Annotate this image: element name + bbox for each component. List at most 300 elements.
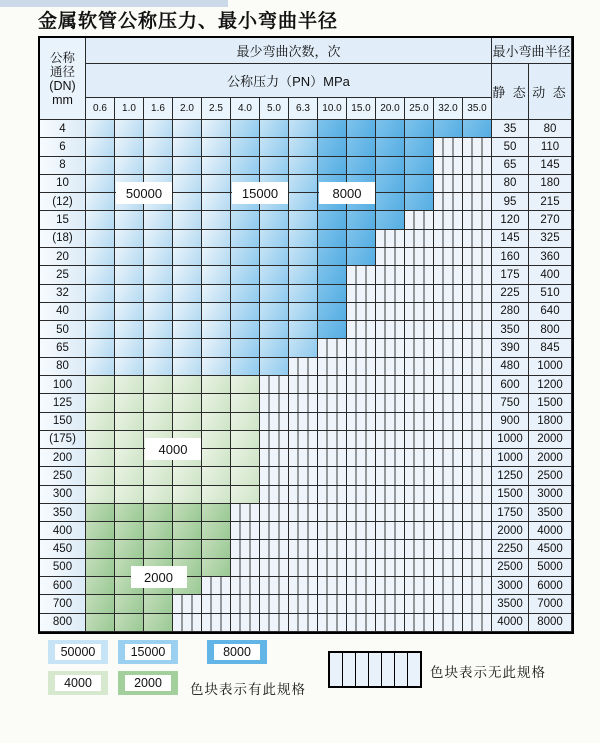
pn-cell-unavailable <box>173 595 202 613</box>
pn-cell-available <box>347 248 376 266</box>
static-cell: 390 <box>492 339 529 357</box>
page-title: 金属软管公称压力、最小弯曲半径 <box>38 10 339 32</box>
pn-cell-unavailable <box>376 504 405 522</box>
pn-cell-unavailable <box>434 211 463 229</box>
pn-cell-available <box>115 394 144 412</box>
pn-cell-available <box>318 266 347 284</box>
pn-cell-available <box>202 559 231 577</box>
dn-cell: 15 <box>40 211 86 229</box>
pn-cell-unavailable <box>463 157 492 175</box>
dynamic-cell: 5000 <box>529 559 572 577</box>
dn-cell: 450 <box>40 540 86 558</box>
dynamic-cell: 400 <box>529 266 572 284</box>
pn-cell-available <box>231 230 260 248</box>
pn-cell-available <box>202 321 231 339</box>
pn-cell-unavailable <box>463 394 492 412</box>
dynamic-cell: 325 <box>529 230 572 248</box>
pn-cell-unavailable <box>376 376 405 394</box>
pn-cell-unavailable <box>463 486 492 504</box>
pn-cell-available <box>173 248 202 266</box>
dn-cell: 800 <box>40 614 86 632</box>
pressure-tick: 35.0 <box>463 98 492 120</box>
pn-cell-unavailable <box>289 540 318 558</box>
pn-cell-available <box>318 248 347 266</box>
static-cell: 1000 <box>492 431 529 449</box>
pn-cell-unavailable <box>463 449 492 467</box>
static-cell: 600 <box>492 376 529 394</box>
pn-cell-available <box>144 285 173 303</box>
dn-cell: 250 <box>40 467 86 485</box>
pn-cell-available <box>231 376 260 394</box>
pn-cell-unavailable <box>231 522 260 540</box>
pn-cell-available <box>231 120 260 138</box>
pn-cell-unavailable <box>347 595 376 613</box>
pn-cell-unavailable <box>463 413 492 431</box>
pressure-tick: 15.0 <box>347 98 376 120</box>
pn-cell-available <box>463 120 492 138</box>
pn-cell-available <box>405 193 434 211</box>
pn-cell-unavailable <box>405 540 434 558</box>
pn-cell-unavailable <box>463 321 492 339</box>
pressure-bend-table <box>38 36 574 634</box>
pn-cell-unavailable <box>347 266 376 284</box>
pn-cell-unavailable <box>376 614 405 632</box>
static-cell: 480 <box>492 358 529 376</box>
pn-cell-available <box>115 303 144 321</box>
pn-cell-available <box>376 193 405 211</box>
pn-cell-unavailable <box>376 266 405 284</box>
pn-cell-available <box>231 321 260 339</box>
pn-cell-available <box>202 211 231 229</box>
pressure-tick: 1.0 <box>115 98 144 120</box>
dn-cell: 350 <box>40 504 86 522</box>
pressure-tick: 4.0 <box>231 98 260 120</box>
pressure-tick: 6.3 <box>289 98 318 120</box>
pn-cell-available <box>260 230 289 248</box>
pn-cell-unavailable <box>463 504 492 522</box>
pn-cell-available <box>289 193 318 211</box>
pressure-tick: 20.0 <box>376 98 405 120</box>
pn-cell-available <box>376 211 405 229</box>
pn-cell-unavailable <box>405 614 434 632</box>
pn-cell-available <box>86 559 115 577</box>
dn-cell: 100 <box>40 376 86 394</box>
dynamic-cell: 360 <box>529 248 572 266</box>
pn-cell-unavailable <box>347 486 376 504</box>
dynamic-cell: 2500 <box>529 467 572 485</box>
pn-cell-available <box>173 157 202 175</box>
pn-cell-unavailable <box>434 540 463 558</box>
pn-cell-available <box>202 376 231 394</box>
pn-cell-available <box>289 248 318 266</box>
pn-cell-unavailable <box>289 376 318 394</box>
pn-cell-available <box>376 175 405 193</box>
pn-cell-unavailable <box>231 540 260 558</box>
pn-cell-unavailable <box>405 577 434 595</box>
dynamic-cell: 145 <box>529 157 572 175</box>
pn-cell-available <box>260 358 289 376</box>
static-cell: 95 <box>492 193 529 211</box>
dn-cell: 50 <box>40 321 86 339</box>
pn-cell-unavailable <box>318 540 347 558</box>
pn-cell-unavailable <box>231 577 260 595</box>
pn-cell-unavailable <box>347 303 376 321</box>
pn-cell-unavailable <box>376 595 405 613</box>
pn-cell-available <box>86 230 115 248</box>
pn-cell-available <box>86 266 115 284</box>
pn-cell-available <box>173 376 202 394</box>
pn-cell-unavailable <box>260 595 289 613</box>
pn-cell-unavailable <box>376 285 405 303</box>
pn-cell-available <box>173 467 202 485</box>
static-cell: 900 <box>492 413 529 431</box>
dn-cell: (175) <box>40 431 86 449</box>
dynamic-cell: 110 <box>529 138 572 156</box>
pn-cell-unavailable <box>347 504 376 522</box>
pn-cell-available <box>86 376 115 394</box>
pn-cell-available <box>86 504 115 522</box>
pn-cell-available <box>318 285 347 303</box>
pn-cell-unavailable <box>318 504 347 522</box>
pn-cell-available <box>115 595 144 613</box>
pn-cell-unavailable <box>463 230 492 248</box>
pn-cell-unavailable <box>463 138 492 156</box>
pn-cell-available <box>202 449 231 467</box>
pn-cell-available <box>115 522 144 540</box>
pn-cell-unavailable <box>260 559 289 577</box>
pn-cell-available <box>318 303 347 321</box>
pn-cell-available <box>260 138 289 156</box>
dn-cell: 700 <box>40 595 86 613</box>
pn-cell-unavailable <box>376 394 405 412</box>
dn-cell: 20 <box>40 248 86 266</box>
pn-cell-available <box>86 321 115 339</box>
pn-cell-unavailable <box>463 540 492 558</box>
dynamic-cell: 1000 <box>529 358 572 376</box>
pn-cell-unavailable <box>434 193 463 211</box>
static-cell: 2250 <box>492 540 529 558</box>
pn-cell-available <box>173 540 202 558</box>
static-cell: 35 <box>492 120 529 138</box>
pressure-header: 公称压力（PN）MPa <box>86 64 492 98</box>
corner-header-dn: 公称 通径 (DN) mm <box>40 38 86 120</box>
pn-cell-unavailable <box>434 449 463 467</box>
pn-cell-unavailable <box>173 614 202 632</box>
pn-cell-available <box>260 211 289 229</box>
pn-cell-available <box>115 449 144 467</box>
legend-box-4000 <box>48 671 108 695</box>
pn-cell-available <box>144 595 173 613</box>
pn-cell-unavailable <box>347 540 376 558</box>
pn-cell-available <box>260 266 289 284</box>
dn-cell: 500 <box>40 559 86 577</box>
pn-cell-unavailable <box>318 614 347 632</box>
pn-cell-available <box>144 120 173 138</box>
pn-cell-unavailable <box>289 394 318 412</box>
pn-cell-available <box>231 266 260 284</box>
pn-cell-available <box>86 522 115 540</box>
pn-cell-available <box>86 157 115 175</box>
pn-cell-unavailable <box>260 614 289 632</box>
pn-cell-unavailable <box>347 285 376 303</box>
pn-cell-available <box>260 157 289 175</box>
pn-cell-available <box>173 303 202 321</box>
pn-cell-available <box>86 175 115 193</box>
pressure-tick: 2.0 <box>173 98 202 120</box>
pn-cell-available <box>202 358 231 376</box>
bend-count-label: 4000 <box>145 438 201 460</box>
legend-striped-cell <box>369 653 382 686</box>
pn-cell-unavailable <box>463 376 492 394</box>
pn-cell-available <box>202 285 231 303</box>
pn-cell-unavailable <box>289 486 318 504</box>
pn-cell-unavailable <box>376 522 405 540</box>
pn-cell-unavailable <box>347 339 376 357</box>
pn-cell-unavailable <box>347 522 376 540</box>
pn-cell-unavailable <box>463 577 492 595</box>
pn-cell-unavailable <box>463 193 492 211</box>
pn-cell-available <box>202 522 231 540</box>
pn-cell-unavailable <box>434 175 463 193</box>
pn-cell-available <box>144 486 173 504</box>
pn-cell-available <box>86 211 115 229</box>
pn-cell-available <box>202 504 231 522</box>
pn-cell-unavailable <box>318 595 347 613</box>
pn-cell-available <box>405 175 434 193</box>
pn-cell-unavailable <box>434 467 463 485</box>
pn-cell-unavailable <box>318 358 347 376</box>
legend-value: 15000 <box>125 644 171 660</box>
pn-cell-unavailable <box>434 577 463 595</box>
pn-cell-unavailable <box>347 467 376 485</box>
pn-cell-available <box>289 266 318 284</box>
pn-cell-unavailable <box>347 394 376 412</box>
pressure-tick: 5.0 <box>260 98 289 120</box>
dynamic-cell: 1800 <box>529 413 572 431</box>
dn-cell: 6 <box>40 138 86 156</box>
dynamic-cell: 3500 <box>529 504 572 522</box>
table-grid <box>40 38 572 632</box>
pn-cell-unavailable <box>289 449 318 467</box>
static-cell: 50 <box>492 138 529 156</box>
pressure-tick: 1.6 <box>144 98 173 120</box>
pn-cell-available <box>86 193 115 211</box>
pn-cell-unavailable <box>347 321 376 339</box>
pn-cell-available <box>144 522 173 540</box>
pn-cell-available <box>231 394 260 412</box>
pn-cell-available <box>260 321 289 339</box>
pn-cell-unavailable <box>289 595 318 613</box>
pn-cell-unavailable <box>260 504 289 522</box>
pn-cell-unavailable <box>434 157 463 175</box>
bend-count-label: 50000 <box>116 182 172 204</box>
pn-cell-unavailable <box>318 394 347 412</box>
pn-cell-available <box>144 540 173 558</box>
pn-cell-available <box>173 120 202 138</box>
dynamic-cell: 2000 <box>529 449 572 467</box>
pn-cell-available <box>231 413 260 431</box>
pn-cell-available <box>86 486 115 504</box>
pressure-tick: 10.0 <box>318 98 347 120</box>
pn-cell-available <box>115 248 144 266</box>
legend-striped-cell <box>356 653 369 686</box>
pn-cell-unavailable <box>405 559 434 577</box>
pn-cell-unavailable <box>463 522 492 540</box>
dn-cell: 10 <box>40 175 86 193</box>
pn-cell-unavailable <box>405 266 434 284</box>
dynamic-cell: 800 <box>529 321 572 339</box>
pn-cell-available <box>202 486 231 504</box>
pn-cell-available <box>202 138 231 156</box>
dynamic-cell: 1200 <box>529 376 572 394</box>
pn-cell-available <box>260 248 289 266</box>
pn-cell-available <box>231 248 260 266</box>
dn-cell: 400 <box>40 522 86 540</box>
pn-cell-available <box>115 230 144 248</box>
dynamic-cell: 270 <box>529 211 572 229</box>
pn-cell-unavailable <box>434 559 463 577</box>
static-cell: 1000 <box>492 449 529 467</box>
pn-cell-unavailable <box>318 431 347 449</box>
legend-striped-cell <box>408 653 420 686</box>
static-cell: 145 <box>492 230 529 248</box>
pn-cell-available <box>202 193 231 211</box>
pn-cell-unavailable <box>289 467 318 485</box>
pn-cell-unavailable <box>405 449 434 467</box>
pn-cell-available <box>260 303 289 321</box>
pn-cell-unavailable <box>434 358 463 376</box>
pn-cell-available <box>144 211 173 229</box>
pn-cell-available <box>115 266 144 284</box>
pn-cell-available <box>318 120 347 138</box>
pn-cell-unavailable <box>260 522 289 540</box>
pn-cell-unavailable <box>318 376 347 394</box>
pn-cell-unavailable <box>318 467 347 485</box>
pn-cell-unavailable <box>318 339 347 357</box>
pn-cell-available <box>86 303 115 321</box>
pn-cell-unavailable <box>405 211 434 229</box>
pn-cell-available <box>347 120 376 138</box>
pn-cell-available <box>115 431 144 449</box>
pn-cell-unavailable <box>289 431 318 449</box>
dynamic-header: 动 态 <box>529 64 572 120</box>
pn-cell-unavailable <box>434 614 463 632</box>
pn-cell-unavailable <box>347 376 376 394</box>
pn-cell-unavailable <box>376 339 405 357</box>
pn-cell-available <box>115 285 144 303</box>
pn-cell-unavailable <box>405 248 434 266</box>
pn-cell-available <box>115 120 144 138</box>
pn-cell-available <box>86 339 115 357</box>
dn-cell: (18) <box>40 230 86 248</box>
pn-cell-unavailable <box>318 577 347 595</box>
pn-cell-unavailable <box>463 431 492 449</box>
pressure-tick: 2.5 <box>202 98 231 120</box>
legend-striped-cell <box>382 653 395 686</box>
pn-cell-unavailable <box>405 504 434 522</box>
pn-cell-available <box>86 540 115 558</box>
pn-cell-available <box>144 376 173 394</box>
pn-cell-available <box>405 157 434 175</box>
pn-cell-available <box>231 138 260 156</box>
pn-cell-available <box>289 303 318 321</box>
pn-cell-unavailable <box>318 413 347 431</box>
pn-cell-available <box>260 339 289 357</box>
dn-cell: (12) <box>40 193 86 211</box>
pn-cell-unavailable <box>463 211 492 229</box>
pn-cell-unavailable <box>376 467 405 485</box>
pn-cell-available <box>144 358 173 376</box>
pn-cell-unavailable <box>289 522 318 540</box>
dynamic-cell: 6000 <box>529 577 572 595</box>
dynamic-cell: 3000 <box>529 486 572 504</box>
static-cell: 3500 <box>492 595 529 613</box>
pn-cell-unavailable <box>376 577 405 595</box>
legend-value: 50000 <box>55 644 101 660</box>
pn-cell-available <box>115 339 144 357</box>
pn-cell-available <box>202 120 231 138</box>
static-cell: 2000 <box>492 522 529 540</box>
pn-cell-unavailable <box>376 431 405 449</box>
pn-cell-available <box>405 120 434 138</box>
pn-cell-available <box>231 303 260 321</box>
dn-cell: 200 <box>40 449 86 467</box>
pressure-tick: 32.0 <box>434 98 463 120</box>
pn-cell-available <box>86 358 115 376</box>
pn-cell-unavailable <box>231 559 260 577</box>
static-cell: 1500 <box>492 486 529 504</box>
pn-cell-available <box>173 321 202 339</box>
dn-cell: 150 <box>40 413 86 431</box>
pn-cell-unavailable <box>347 358 376 376</box>
pn-cell-unavailable <box>463 339 492 357</box>
static-cell: 280 <box>492 303 529 321</box>
pn-cell-unavailable <box>405 522 434 540</box>
pn-cell-available <box>115 157 144 175</box>
pn-cell-available <box>144 413 173 431</box>
dynamic-cell: 215 <box>529 193 572 211</box>
pn-cell-available <box>231 157 260 175</box>
pn-cell-available <box>202 413 231 431</box>
pn-cell-unavailable <box>202 595 231 613</box>
dn-cell: 125 <box>40 394 86 412</box>
dynamic-cell: 4000 <box>529 522 572 540</box>
legend-striped-cell <box>330 653 343 686</box>
pn-cell-unavailable <box>463 614 492 632</box>
static-cell: 1750 <box>492 504 529 522</box>
pn-cell-available <box>115 211 144 229</box>
pn-cell-available <box>115 504 144 522</box>
pn-cell-available <box>173 486 202 504</box>
pn-cell-available <box>231 358 260 376</box>
pn-cell-unavailable <box>347 449 376 467</box>
pn-cell-available <box>115 358 144 376</box>
pn-cell-available <box>144 248 173 266</box>
pn-cell-unavailable <box>260 467 289 485</box>
pn-cell-unavailable <box>434 321 463 339</box>
pn-cell-unavailable <box>463 559 492 577</box>
pn-cell-unavailable <box>434 303 463 321</box>
dn-cell: 4 <box>40 120 86 138</box>
pn-cell-unavailable <box>405 413 434 431</box>
dn-cell: 25 <box>40 266 86 284</box>
pn-cell-unavailable <box>434 138 463 156</box>
dynamic-cell: 8000 <box>529 614 572 632</box>
pressure-tick: 0.6 <box>86 98 115 120</box>
pn-cell-unavailable <box>434 248 463 266</box>
pn-cell-available <box>173 193 202 211</box>
pn-cell-available <box>144 394 173 412</box>
